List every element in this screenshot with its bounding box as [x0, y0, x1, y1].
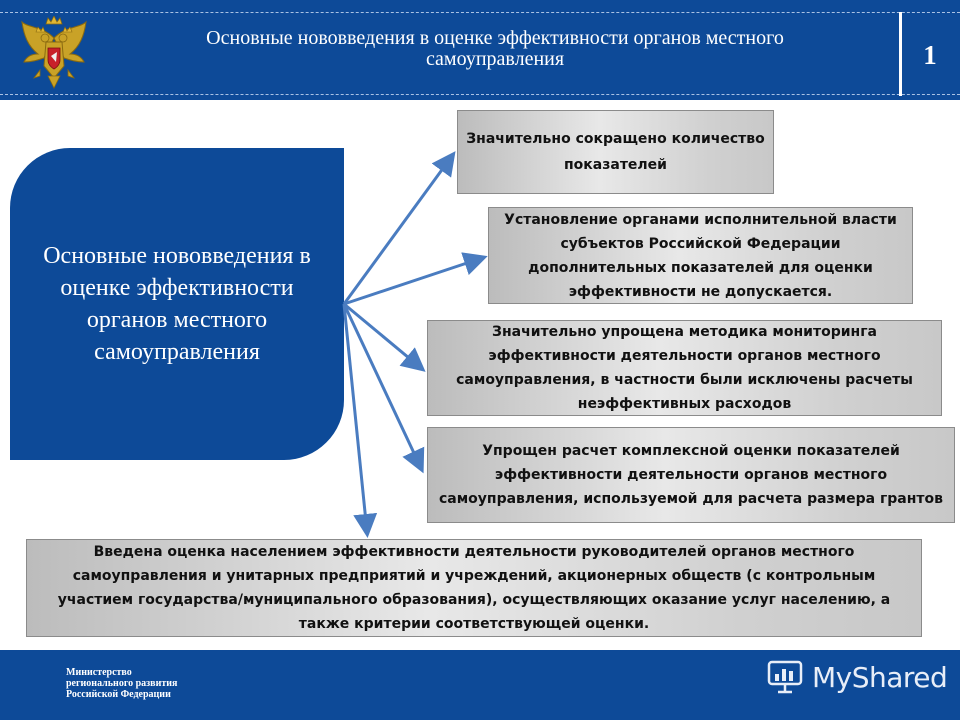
watermark-text: MyShared: [812, 660, 948, 694]
item-text-3: Значительно упрощена методика мониторинга эффективности деятельности органов местного самоуправления, в частности были исключены расчеты неэффективных расходов: [456, 324, 913, 412]
item-text-5: Введена оценка населением эффективности деятельности руководителей органов местного самоуправления и унитарных предприятий и учреждений, акционерных обществ (с контрольным участием государства/муниципального образования), осуществляющих оказание услуг населению, а также критерии соответствующей оценки.: [57, 544, 891, 632]
header-dashed-line-top: [0, 12, 960, 13]
main-concept-box: [10, 148, 344, 460]
ministry-name: [66, 667, 266, 700]
watermark-logo[interactable]: [766, 656, 947, 698]
arrow-to-item-1: [344, 156, 452, 304]
item-box-4: [427, 427, 955, 523]
item-box-2: [488, 207, 913, 304]
ministry-name-line-1: Министерство: [66, 667, 132, 678]
presentation-screen-icon: [766, 658, 804, 696]
header-bar: [0, 0, 960, 100]
arrow-to-item-5: [344, 304, 367, 532]
slide-title-line-1: Основные нововведения в оценке эффективности органов местного: [206, 27, 784, 49]
russian-coat-of-arms-icon: [18, 16, 90, 92]
item-text-1: Значительно сокращено количество показателей: [466, 131, 765, 173]
arrow-to-item-4: [344, 304, 421, 468]
page-number: 1: [923, 40, 937, 70]
header-divider: [899, 12, 902, 96]
item-box-1: [457, 110, 774, 194]
ministry-name-line-3: Российской Федерации: [66, 689, 171, 700]
header-dashed-line-bottom: [0, 94, 960, 95]
arrow-to-item-3: [344, 304, 421, 368]
item-box-3: [427, 320, 942, 416]
ministry-name-line-2: регионального развития: [66, 678, 178, 689]
item-text-2: Установление органами исполнительной власти субъектов Российской Федерации дополнительных показателей для оценки эффективности не допускается.: [504, 211, 897, 300]
slide-title-line-2: самоуправления: [425, 48, 565, 70]
arrow-to-item-2: [344, 258, 482, 304]
slide-title: [100, 28, 890, 70]
item-box-5: [26, 539, 922, 637]
item-text-4: Упрощен расчет комплексной оценки показателей эффективности деятельности органов местного самоуправления, используемой для расчета размера грантов: [438, 443, 944, 507]
main-concept-text: Основные нововведения в оценке эффективности органов местного самоуправления: [43, 243, 311, 365]
